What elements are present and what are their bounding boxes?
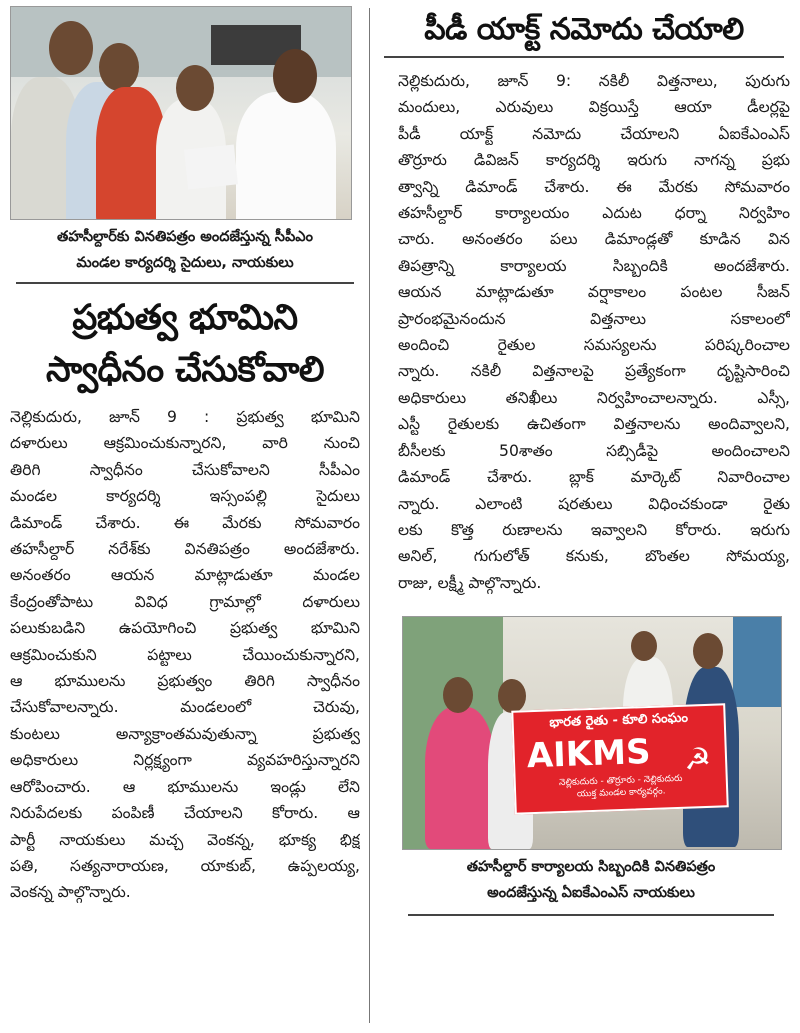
body-line: చారు. అనంతరం పలు డిమాండ్లతో కూడిన విన [398, 230, 790, 249]
body-line: వెంకన్న పాల్గొన్నారు. [10, 883, 131, 902]
body-line: రాజు, లక్ష్మీ పాల్గొన్నారు. [398, 573, 542, 592]
body-line: కుంటలు అన్యాక్రాంతమవుతున్నా ప్రభుత్వ [10, 724, 360, 743]
body-line: నెల్లికుదురు, జూన్ 9: నకిలీ విత్తనాలు, పురుగు [398, 72, 790, 90]
left-article-body [10, 404, 360, 906]
hammer-sickle-icon: ☭ [683, 741, 712, 778]
body-line: చేసుకోవాలన్నారు. మండలంలో చెరువు, [10, 698, 360, 717]
right-headline: పీడీ యాక్ట్ నమోదు చేయాలి [424, 12, 744, 47]
body-line: ఆక్రమించుకుని పట్టాలు చేయించుకున్నారని, [10, 645, 360, 664]
body-line: బీసీలకు 50శాతం సబ్సిడీపై అందించాలని [398, 441, 790, 460]
section-rule [16, 282, 354, 284]
body-line: పార్టీ నాయకులు మచ్చ వెంకన్న, భూక్య భిక్ష [10, 830, 360, 849]
body-line: న్నారు. ఎలాంటి షరతులు విధించకుండా రైతు [398, 494, 790, 513]
body-line: తిపత్రాన్ని కార్యాలయ సిబ్బందికి అందజేశారు. [398, 256, 790, 275]
left-photo-caption: తహసీల్దార్‌కు వినతిపత్రం అందజేస్తున్న సీపీఎం మండల కార్యదర్శి సైదులు, నాయకులు [57, 229, 313, 271]
right-article-photo [402, 616, 782, 850]
body-line: దళారులు ఆక్రమించుకున్నారని, వారి నుంచి [10, 434, 360, 453]
body-line: డిమాండ్ చేశారు. ఈ మేరకు సోమవారం [10, 513, 360, 532]
body-line: అధికారులు తనిఖీలు నిర్వహించాలన్నారు. ఎస్సీ, [398, 388, 790, 407]
body-line: పీడీ యాక్ట్ నమోదు చేయాలని ఏఐకేఎంఎస్ [398, 124, 790, 143]
body-line: అందించి రైతుల సమస్యలను పరిష్కరించాల [398, 336, 790, 355]
body-line: తహసీల్దార్ కార్యాలయం ఎదుట ధర్నా నిర్వహిం [398, 204, 790, 223]
body-line: ఎస్టీ రైతులకు ఉచితంగా విత్తనాలను అందివ్వాలని, [398, 415, 790, 434]
column-divider [369, 8, 370, 1023]
body-line: నిరుపేదలకు పంపిణీ చేయాలని కోరారు. ఆ [10, 804, 360, 823]
body-line: అనిల్, గుగులోత్ కనుకు, బొంతల సోమయ్య, [398, 547, 790, 566]
body-line: ఆ భూములను ప్రభుత్వం తిరిగి స్వాధీనం [10, 672, 360, 691]
body-line: తొర్రూరు డివిజన్ కార్యదర్శి ఇరుగు నాగన్న ప్రభు [398, 151, 790, 170]
body-line: న్నారు. నకిలీ విత్తనాలపై ప్రత్యేకంగా దృష్టిసారించి [398, 362, 790, 381]
body-line: నెల్లికుదురు, జూన్ 9 : ప్రభుత్వ భూమిని [10, 408, 360, 426]
body-line: డిమాండ్ చేశారు. బ్లాక్ మార్కెట్ నివారించాల [398, 468, 790, 487]
body-line: పలుకుబడిని ఉపయోగించి ప్రభుత్వ భూమిని [10, 619, 360, 638]
body-line: అధికారులు నిర్లక్ష్యంగా వ్యవహరిస్తున్నారని [10, 751, 360, 770]
bottom-rule [408, 914, 774, 916]
left-article-photo [10, 6, 352, 220]
body-line: కేంద్రంతోపాటు వివిధ గ్రామాల్లో దళారులు [10, 592, 360, 611]
body-line: ప్రారంభమైనందున విత్తనాలు సకాలంలో [398, 309, 790, 328]
aikms-banner: భారత రైతు - కూలి సంఘం AIKMS నెల్లికుదురు - తొర్రూరు - నెల్లికుదురు యుక్త మండల కార్యవర్గం. ☭ [511, 703, 728, 814]
right-article-body [378, 68, 790, 596]
body-line: ఆరోపించారు. ఆ భూములను ఇండ్లు లేని [10, 777, 360, 796]
body-line: మందులు, ఎరువులు విక్రయిస్తే ఆయా డీలర్లపై [398, 98, 790, 117]
body-line: అనంతరం ఆయన మాట్లాడుతూ మండల [10, 566, 360, 585]
body-line: పతి, సత్యనారాయణ, యాకుబ్, ఉప్పలయ్య, [10, 856, 360, 875]
right-article [378, 0, 790, 924]
left-headline: ప్రభుత్వ భూమిని స్వాధీనం చేసుకోవాలి [45, 298, 325, 390]
headline-rule [384, 56, 784, 58]
body-line: ఆయన మాట్లాడుతూ వర్షాకాలం పంటల సీజన్ [398, 283, 790, 302]
body-line: తహసీల్దార్ నరేశ్‌కు వినతిపత్రం అందజేశారు. [10, 540, 360, 559]
right-photo-caption: తహసీల్దార్ కార్యాలయ సిబ్బందికి వినతిపత్రం అందజేస్తున్న ఏఐకేఎంఎస్ నాయకులు [466, 859, 716, 902]
body-line: తిరిగి స్వాధీనం చేసుకోవాలని సీపీఎం [10, 460, 360, 479]
body-line: లకు కొత్త రుణాలను ఇవ్వాలని కోరారు. ఇరుగు [398, 520, 790, 539]
body-line: త్వాన్ని డిమాండ్ చేశారు. ఈ మేరకు సోమవారం [398, 177, 790, 196]
left-article [10, 0, 360, 906]
body-line: మండల కార్యదర్శి ఇస్సంపల్లి సైదులు [10, 487, 360, 506]
